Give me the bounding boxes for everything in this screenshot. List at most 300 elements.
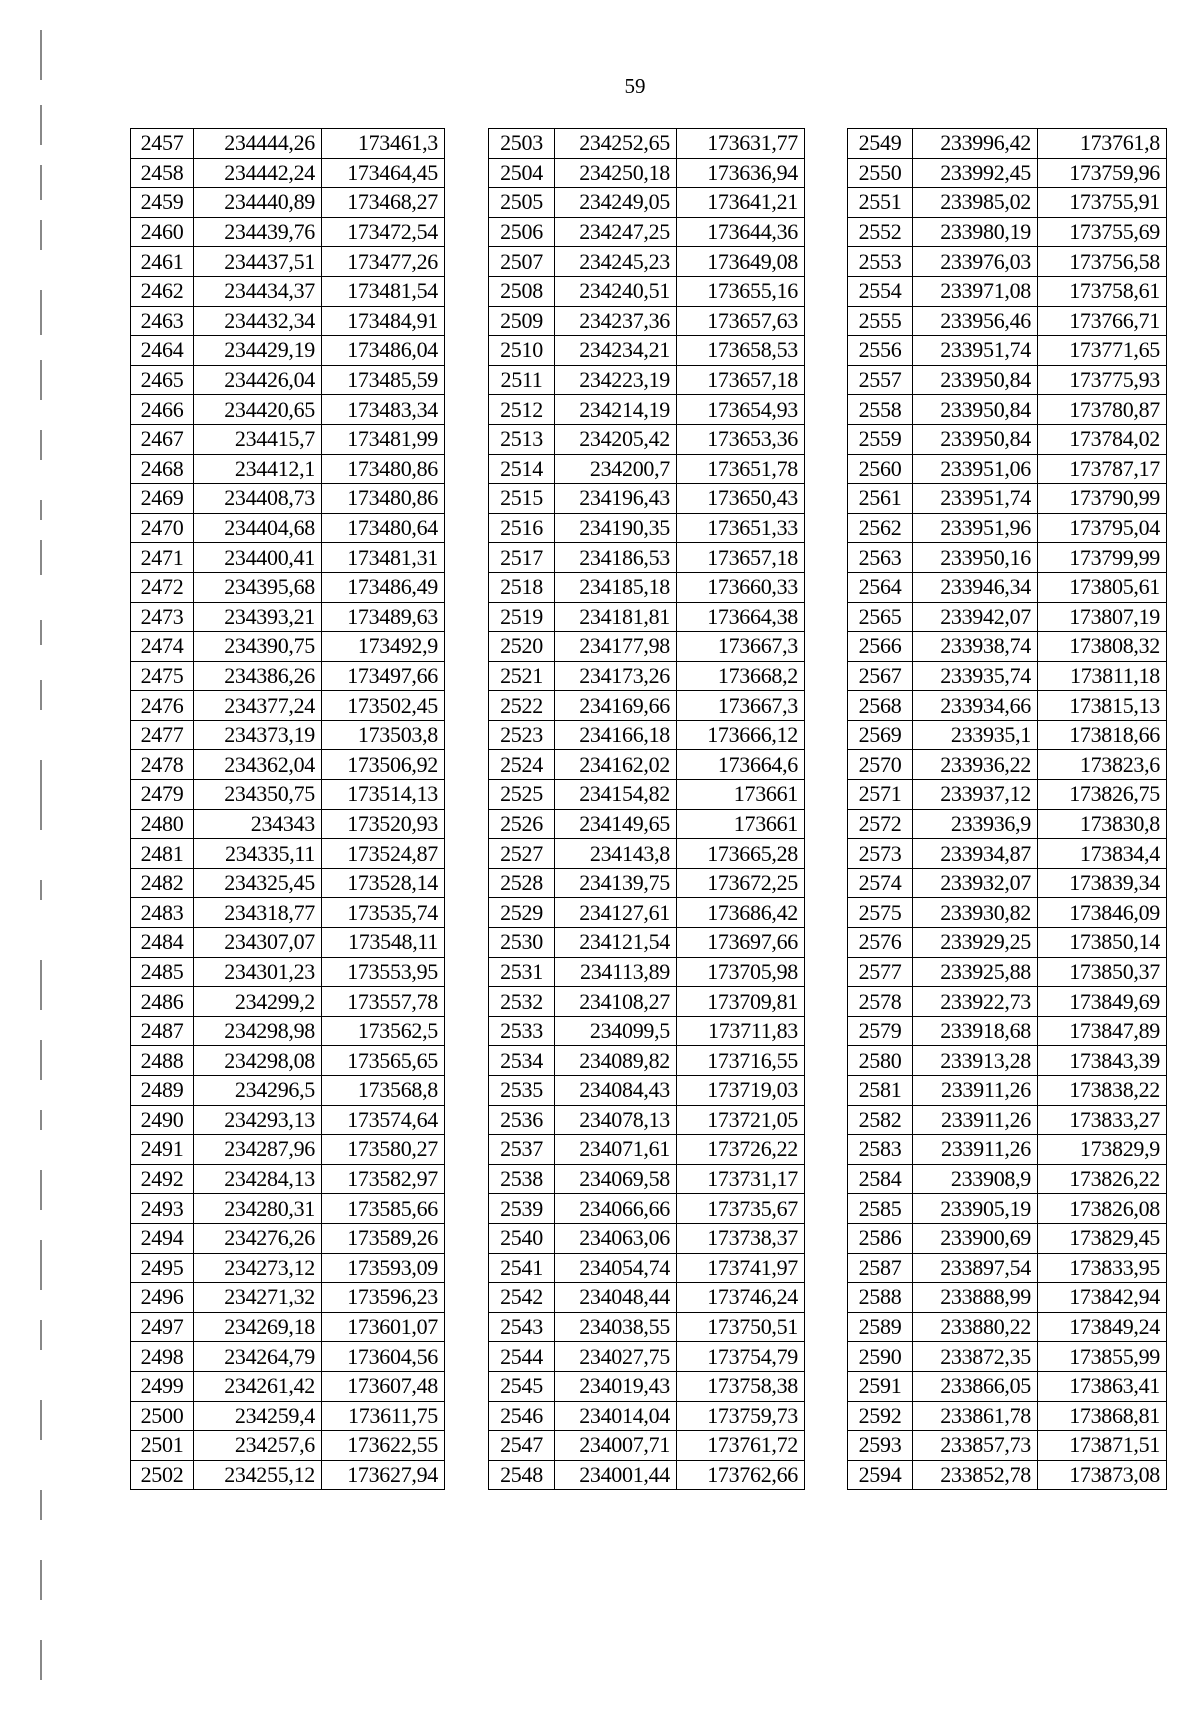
- scan-margin-line: [40, 290, 42, 335]
- table-row: [131, 1194, 445, 1224]
- table-row: [848, 1460, 1167, 1490]
- table-row: [131, 987, 445, 1017]
- table-row: [848, 602, 1167, 632]
- point-number-cell: 2583: [848, 1135, 913, 1165]
- x-coordinate-cell: 233861,78: [913, 1401, 1038, 1431]
- point-number-cell: 2536: [489, 1105, 555, 1135]
- scan-margin-line: [40, 1170, 42, 1210]
- point-number-cell: 2594: [848, 1460, 913, 1490]
- point-number-cell: 2581: [848, 1076, 913, 1106]
- x-coordinate-cell: 233980,19: [913, 217, 1038, 247]
- table-row: [489, 632, 805, 662]
- point-number-cell: 2501: [131, 1431, 194, 1461]
- point-number-cell: 2461: [131, 247, 194, 277]
- x-coordinate-cell: 234298,08: [194, 1046, 322, 1076]
- table-row: [848, 158, 1167, 188]
- y-coordinate-cell: 173758,38: [677, 1371, 805, 1401]
- point-number-cell: 2554: [848, 276, 913, 306]
- table-row: [489, 484, 805, 514]
- x-coordinate-cell: 233946,34: [913, 572, 1038, 602]
- point-number-cell: 2486: [131, 987, 194, 1017]
- point-number-cell: 2538: [489, 1164, 555, 1194]
- x-coordinate-cell: 233872,35: [913, 1342, 1038, 1372]
- point-number-cell: 2592: [848, 1401, 913, 1431]
- y-coordinate-cell: 173849,69: [1038, 987, 1167, 1017]
- point-number-cell: 2519: [489, 602, 555, 632]
- point-number-cell: 2490: [131, 1105, 194, 1135]
- point-number-cell: 2578: [848, 987, 913, 1017]
- x-coordinate-cell: 234223,19: [555, 365, 677, 395]
- point-number-cell: 2523: [489, 720, 555, 750]
- table-row: [489, 1016, 805, 1046]
- table-row: [489, 1223, 805, 1253]
- point-number-cell: 2496: [131, 1283, 194, 1313]
- point-number-cell: 2469: [131, 484, 194, 514]
- y-coordinate-cell: 173486,49: [322, 572, 445, 602]
- y-coordinate-cell: 173721,05: [677, 1105, 805, 1135]
- x-coordinate-cell: 233866,05: [913, 1371, 1038, 1401]
- table-row: [848, 247, 1167, 277]
- x-coordinate-cell: 234415,7: [194, 424, 322, 454]
- y-coordinate-cell: 173657,18: [677, 365, 805, 395]
- point-number-cell: 2532: [489, 987, 555, 1017]
- point-number-cell: 2457: [131, 129, 194, 159]
- point-number-cell: 2571: [848, 780, 913, 810]
- table-row: [848, 1283, 1167, 1313]
- point-number-cell: 2493: [131, 1194, 194, 1224]
- x-coordinate-cell: 233950,84: [913, 365, 1038, 395]
- table-row: [131, 1342, 445, 1372]
- y-coordinate-cell: 173548,11: [322, 928, 445, 958]
- x-coordinate-cell: 234240,51: [555, 276, 677, 306]
- table-row: [489, 1164, 805, 1194]
- point-number-cell: 2498: [131, 1342, 194, 1372]
- x-coordinate-cell: 233905,19: [913, 1194, 1038, 1224]
- x-coordinate-cell: 234426,04: [194, 365, 322, 395]
- x-coordinate-cell: 233911,26: [913, 1076, 1038, 1106]
- y-coordinate-cell: 173461,3: [322, 129, 445, 159]
- y-coordinate-cell: 173611,75: [322, 1401, 445, 1431]
- table-row: [848, 720, 1167, 750]
- y-coordinate-cell: 173755,69: [1038, 217, 1167, 247]
- table-row: [848, 957, 1167, 987]
- y-coordinate-cell: 173762,66: [677, 1460, 805, 1490]
- y-coordinate-cell: 173506,92: [322, 750, 445, 780]
- point-number-cell: 2481: [131, 839, 194, 869]
- point-number-cell: 2584: [848, 1164, 913, 1194]
- table-row: [489, 839, 805, 869]
- x-coordinate-cell: 233936,9: [913, 809, 1038, 839]
- x-coordinate-cell: 233971,08: [913, 276, 1038, 306]
- point-number-cell: 2471: [131, 543, 194, 573]
- x-coordinate-cell: 233951,06: [913, 454, 1038, 484]
- x-coordinate-cell: 234325,45: [194, 868, 322, 898]
- table-row: [848, 572, 1167, 602]
- x-coordinate-cell: 233951,74: [913, 484, 1038, 514]
- y-coordinate-cell: 173480,64: [322, 513, 445, 543]
- point-number-cell: 2474: [131, 632, 194, 662]
- y-coordinate-cell: 173758,61: [1038, 276, 1167, 306]
- x-coordinate-cell: 234166,18: [555, 720, 677, 750]
- table-row: [489, 513, 805, 543]
- table-row: [848, 928, 1167, 958]
- y-coordinate-cell: 173668,2: [677, 661, 805, 691]
- point-number-cell: 2530: [489, 928, 555, 958]
- y-coordinate-cell: 173746,24: [677, 1283, 805, 1313]
- table-row: [131, 928, 445, 958]
- x-coordinate-cell: 234071,61: [555, 1135, 677, 1165]
- point-number-cell: 2577: [848, 957, 913, 987]
- y-coordinate-cell: 173657,63: [677, 306, 805, 336]
- point-number-cell: 2525: [489, 780, 555, 810]
- table-row: [489, 1135, 805, 1165]
- y-coordinate-cell: 173815,13: [1038, 691, 1167, 721]
- point-number-cell: 2492: [131, 1164, 194, 1194]
- table-row: [489, 572, 805, 602]
- x-coordinate-cell: 233935,1: [913, 720, 1038, 750]
- y-coordinate-cell: 173719,03: [677, 1076, 805, 1106]
- point-number-cell: 2541: [489, 1253, 555, 1283]
- y-coordinate-cell: 173731,17: [677, 1164, 805, 1194]
- y-coordinate-cell: 173589,26: [322, 1223, 445, 1253]
- x-coordinate-cell: 234350,75: [194, 780, 322, 810]
- point-number-cell: 2495: [131, 1253, 194, 1283]
- table-row: [489, 1431, 805, 1461]
- table-row: [131, 661, 445, 691]
- table-row: [131, 1223, 445, 1253]
- table-row: [848, 868, 1167, 898]
- point-number-cell: 2499: [131, 1371, 194, 1401]
- scan-margin-line: [40, 1110, 42, 1130]
- table-row: [848, 691, 1167, 721]
- x-coordinate-cell: 234284,13: [194, 1164, 322, 1194]
- x-coordinate-cell: 233888,99: [913, 1283, 1038, 1313]
- x-coordinate-cell: 234121,54: [555, 928, 677, 958]
- x-coordinate-cell: 233951,74: [913, 336, 1038, 366]
- y-coordinate-cell: 173771,65: [1038, 336, 1167, 366]
- x-coordinate-cell: 233911,26: [913, 1135, 1038, 1165]
- x-coordinate-cell: 234162,02: [555, 750, 677, 780]
- table-row: [131, 1105, 445, 1135]
- x-coordinate-cell: 233880,22: [913, 1312, 1038, 1342]
- y-coordinate-cell: 173849,24: [1038, 1312, 1167, 1342]
- table-row: [131, 868, 445, 898]
- x-coordinate-cell: 234027,75: [555, 1342, 677, 1372]
- table-row: [131, 513, 445, 543]
- point-number-cell: 2546: [489, 1401, 555, 1431]
- x-coordinate-cell: 234234,21: [555, 336, 677, 366]
- x-coordinate-cell: 234439,76: [194, 217, 322, 247]
- point-number-cell: 2489: [131, 1076, 194, 1106]
- point-number-cell: 2527: [489, 839, 555, 869]
- x-coordinate-cell: 234271,32: [194, 1283, 322, 1313]
- x-coordinate-cell: 234377,24: [194, 691, 322, 721]
- y-coordinate-cell: 173472,54: [322, 217, 445, 247]
- point-number-cell: 2470: [131, 513, 194, 543]
- table-row: [489, 1312, 805, 1342]
- x-coordinate-cell: 233908,9: [913, 1164, 1038, 1194]
- point-number-cell: 2539: [489, 1194, 555, 1224]
- x-coordinate-cell: 233950,16: [913, 543, 1038, 573]
- coordinates-table-2: [488, 128, 805, 1490]
- point-number-cell: 2545: [489, 1371, 555, 1401]
- x-coordinate-cell: 234038,55: [555, 1312, 677, 1342]
- table-row: [131, 1460, 445, 1490]
- x-coordinate-cell: 234429,19: [194, 336, 322, 366]
- y-coordinate-cell: 173627,94: [322, 1460, 445, 1490]
- table-row: [131, 1164, 445, 1194]
- point-number-cell: 2472: [131, 572, 194, 602]
- table-row: [848, 1164, 1167, 1194]
- point-number-cell: 2593: [848, 1431, 913, 1461]
- point-number-cell: 2526: [489, 809, 555, 839]
- point-number-cell: 2563: [848, 543, 913, 573]
- y-coordinate-cell: 173661: [677, 780, 805, 810]
- table-row: [131, 424, 445, 454]
- table-row: [848, 1046, 1167, 1076]
- table-row: [848, 1223, 1167, 1253]
- y-coordinate-cell: 173660,33: [677, 572, 805, 602]
- table-row: [848, 454, 1167, 484]
- x-coordinate-cell: 234014,04: [555, 1401, 677, 1431]
- x-coordinate-cell: 233900,69: [913, 1223, 1038, 1253]
- table-row: [131, 898, 445, 928]
- table-row: [848, 632, 1167, 662]
- y-coordinate-cell: 173486,04: [322, 336, 445, 366]
- table-row: [848, 898, 1167, 928]
- x-coordinate-cell: 234149,65: [555, 809, 677, 839]
- y-coordinate-cell: 173641,21: [677, 188, 805, 218]
- table-row: [848, 543, 1167, 573]
- x-coordinate-cell: 234154,82: [555, 780, 677, 810]
- point-number-cell: 2588: [848, 1283, 913, 1313]
- point-number-cell: 2465: [131, 365, 194, 395]
- table-row: [131, 217, 445, 247]
- y-coordinate-cell: 173497,66: [322, 661, 445, 691]
- x-coordinate-cell: 233857,73: [913, 1431, 1038, 1461]
- x-coordinate-cell: 234261,42: [194, 1371, 322, 1401]
- y-coordinate-cell: 173726,22: [677, 1135, 805, 1165]
- scan-margin-line: [40, 1400, 42, 1440]
- x-coordinate-cell: 234307,07: [194, 928, 322, 958]
- x-coordinate-cell: 233934,87: [913, 839, 1038, 869]
- y-coordinate-cell: 173823,6: [1038, 750, 1167, 780]
- x-coordinate-cell: 234276,26: [194, 1223, 322, 1253]
- y-coordinate-cell: 173480,86: [322, 484, 445, 514]
- y-coordinate-cell: 173557,78: [322, 987, 445, 1017]
- coordinates-table-1: [130, 128, 445, 1490]
- y-coordinate-cell: 173667,3: [677, 691, 805, 721]
- x-coordinate-cell: 233930,82: [913, 898, 1038, 928]
- x-coordinate-cell: 234169,66: [555, 691, 677, 721]
- y-coordinate-cell: 173565,65: [322, 1046, 445, 1076]
- scan-margin-line: [40, 1320, 42, 1350]
- y-coordinate-cell: 173661: [677, 809, 805, 839]
- x-coordinate-cell: 234432,34: [194, 306, 322, 336]
- y-coordinate-cell: 173818,66: [1038, 720, 1167, 750]
- table-row: [848, 129, 1167, 159]
- scan-margin-line: [40, 500, 42, 520]
- x-coordinate-cell: 234108,27: [555, 987, 677, 1017]
- table-row: [489, 987, 805, 1017]
- x-coordinate-cell: 234264,79: [194, 1342, 322, 1372]
- x-coordinate-cell: 233897,54: [913, 1253, 1038, 1283]
- y-coordinate-cell: 173477,26: [322, 247, 445, 277]
- y-coordinate-cell: 173842,94: [1038, 1283, 1167, 1313]
- y-coordinate-cell: 173711,83: [677, 1016, 805, 1046]
- point-number-cell: 2508: [489, 276, 555, 306]
- y-coordinate-cell: 173650,43: [677, 484, 805, 514]
- table-row: [848, 424, 1167, 454]
- table-row: [489, 129, 805, 159]
- table-row: [131, 750, 445, 780]
- table-row: [848, 484, 1167, 514]
- table-row: [848, 1431, 1167, 1461]
- y-coordinate-cell: 173664,38: [677, 602, 805, 632]
- x-coordinate-cell: 234434,37: [194, 276, 322, 306]
- table-row: [131, 780, 445, 810]
- y-coordinate-cell: 173759,96: [1038, 158, 1167, 188]
- table-row: [489, 1460, 805, 1490]
- y-coordinate-cell: 173735,67: [677, 1194, 805, 1224]
- point-number-cell: 2556: [848, 336, 913, 366]
- point-number-cell: 2585: [848, 1194, 913, 1224]
- table-row: [131, 484, 445, 514]
- x-coordinate-cell: 234318,77: [194, 898, 322, 928]
- y-coordinate-cell: 173651,78: [677, 454, 805, 484]
- table-row: [131, 454, 445, 484]
- point-number-cell: 2568: [848, 691, 913, 721]
- table-row: [848, 1312, 1167, 1342]
- y-coordinate-cell: 173738,37: [677, 1223, 805, 1253]
- point-number-cell: 2516: [489, 513, 555, 543]
- table-row: [489, 957, 805, 987]
- y-coordinate-cell: 173596,23: [322, 1283, 445, 1313]
- table-row: [131, 336, 445, 366]
- y-coordinate-cell: 173520,93: [322, 809, 445, 839]
- table-row: [489, 602, 805, 632]
- x-coordinate-cell: 234440,89: [194, 188, 322, 218]
- table-row: [131, 1046, 445, 1076]
- y-coordinate-cell: 173705,98: [677, 957, 805, 987]
- point-number-cell: 2573: [848, 839, 913, 869]
- table-row: [489, 750, 805, 780]
- x-coordinate-cell: 234296,5: [194, 1076, 322, 1106]
- y-coordinate-cell: 173464,45: [322, 158, 445, 188]
- y-coordinate-cell: 173657,18: [677, 543, 805, 573]
- x-coordinate-cell: 234412,1: [194, 454, 322, 484]
- point-number-cell: 2487: [131, 1016, 194, 1046]
- point-number-cell: 2512: [489, 395, 555, 425]
- x-coordinate-cell: 234113,89: [555, 957, 677, 987]
- x-coordinate-cell: 233932,07: [913, 868, 1038, 898]
- table-row: [131, 839, 445, 869]
- table-row: [131, 1371, 445, 1401]
- x-coordinate-cell: 233935,74: [913, 661, 1038, 691]
- y-coordinate-cell: 173665,28: [677, 839, 805, 869]
- scan-margin-line: [40, 165, 42, 200]
- table-row: [489, 928, 805, 958]
- y-coordinate-cell: 173795,04: [1038, 513, 1167, 543]
- x-coordinate-cell: 234404,68: [194, 513, 322, 543]
- point-number-cell: 2535: [489, 1076, 555, 1106]
- x-coordinate-cell: 234196,43: [555, 484, 677, 514]
- x-coordinate-cell: 234066,66: [555, 1194, 677, 1224]
- point-number-cell: 2562: [848, 513, 913, 543]
- y-coordinate-cell: 173784,02: [1038, 424, 1167, 454]
- table-row: [131, 129, 445, 159]
- point-number-cell: 2511: [489, 365, 555, 395]
- y-coordinate-cell: 173644,36: [677, 217, 805, 247]
- y-coordinate-cell: 173658,53: [677, 336, 805, 366]
- y-coordinate-cell: 173502,45: [322, 691, 445, 721]
- y-coordinate-cell: 173807,19: [1038, 602, 1167, 632]
- x-coordinate-cell: 233976,03: [913, 247, 1038, 277]
- table-row: [131, 247, 445, 277]
- y-coordinate-cell: 173622,55: [322, 1431, 445, 1461]
- x-coordinate-cell: 234007,71: [555, 1431, 677, 1461]
- table-row: [848, 306, 1167, 336]
- point-number-cell: 2542: [489, 1283, 555, 1313]
- y-coordinate-cell: 173480,86: [322, 454, 445, 484]
- table-row: [489, 1253, 805, 1283]
- table-row: [131, 1135, 445, 1165]
- point-number-cell: 2589: [848, 1312, 913, 1342]
- point-number-cell: 2580: [848, 1046, 913, 1076]
- table-row: [489, 306, 805, 336]
- y-coordinate-cell: 173805,61: [1038, 572, 1167, 602]
- x-coordinate-cell: 234173,26: [555, 661, 677, 691]
- point-number-cell: 2582: [848, 1105, 913, 1135]
- point-number-cell: 2485: [131, 957, 194, 987]
- point-number-cell: 2549: [848, 129, 913, 159]
- x-coordinate-cell: 233950,84: [913, 395, 1038, 425]
- point-number-cell: 2466: [131, 395, 194, 425]
- x-coordinate-cell: 234287,96: [194, 1135, 322, 1165]
- point-number-cell: 2564: [848, 572, 913, 602]
- point-number-cell: 2552: [848, 217, 913, 247]
- x-coordinate-cell: 234280,31: [194, 1194, 322, 1224]
- y-coordinate-cell: 173593,09: [322, 1253, 445, 1283]
- x-coordinate-cell: 233918,68: [913, 1016, 1038, 1046]
- x-coordinate-cell: 234362,04: [194, 750, 322, 780]
- scan-margin-line: [40, 1560, 42, 1600]
- x-coordinate-cell: 234019,43: [555, 1371, 677, 1401]
- y-coordinate-cell: 173843,39: [1038, 1046, 1167, 1076]
- x-coordinate-cell: 234373,19: [194, 720, 322, 750]
- y-coordinate-cell: 173759,73: [677, 1401, 805, 1431]
- scan-margin-line: [40, 540, 42, 575]
- x-coordinate-cell: 234269,18: [194, 1312, 322, 1342]
- y-coordinate-cell: 173741,97: [677, 1253, 805, 1283]
- x-coordinate-cell: 234393,21: [194, 602, 322, 632]
- point-number-cell: 2548: [489, 1460, 555, 1490]
- point-number-cell: 2551: [848, 188, 913, 218]
- scan-margin-line: [40, 1490, 42, 1520]
- x-coordinate-cell: 234084,43: [555, 1076, 677, 1106]
- point-number-cell: 2572: [848, 809, 913, 839]
- x-coordinate-cell: 233950,84: [913, 424, 1038, 454]
- y-coordinate-cell: 173863,41: [1038, 1371, 1167, 1401]
- table-row: [848, 1342, 1167, 1372]
- y-coordinate-cell: 173750,51: [677, 1312, 805, 1342]
- y-coordinate-cell: 173787,17: [1038, 454, 1167, 484]
- y-coordinate-cell: 173838,22: [1038, 1076, 1167, 1106]
- table-row: [131, 276, 445, 306]
- table-row: [848, 276, 1167, 306]
- point-number-cell: 2502: [131, 1460, 194, 1490]
- x-coordinate-cell: 234273,12: [194, 1253, 322, 1283]
